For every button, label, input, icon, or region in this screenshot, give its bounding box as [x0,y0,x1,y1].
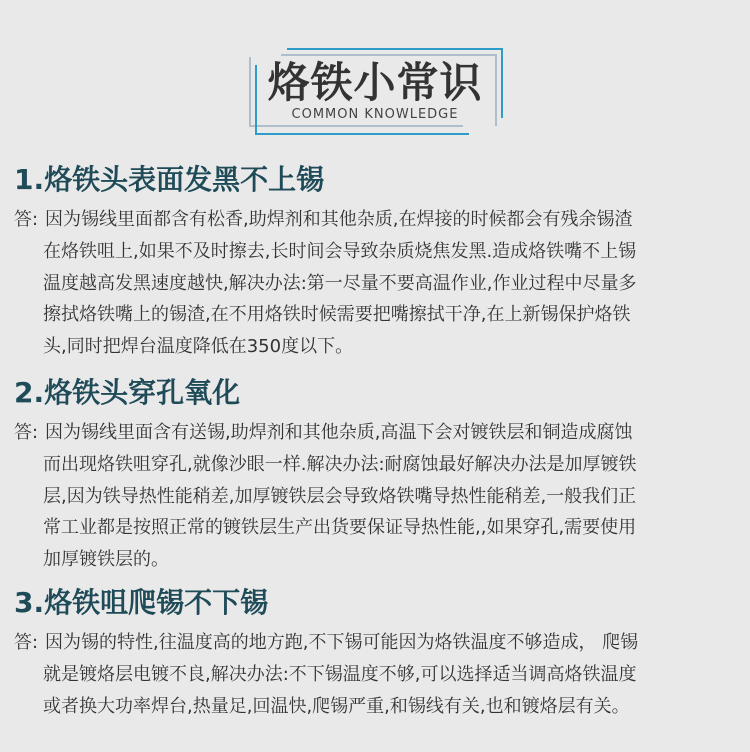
answer-label: 答: [14,632,39,653]
answer-line: 就是镀烙层电镀不良,解决办法:不下锡温度不够,可以选择适当调高烙铁温度 [43,663,637,685]
answer-block [0,417,750,576]
answer-line: 因为锡线里面含有送锡,助焊剂和其他杂质,高温下会对镀铁层和铜造成腐蚀 [45,422,633,443]
answer-label: 答: [14,422,39,443]
section-1 [0,162,750,363]
answer-line: 温度越高发黑速度越快,解决办法:第一尽量不要高温作业,作业过程中尽量多 [43,272,637,294]
header-block [0,45,750,140]
answer-text [45,417,745,576]
section-title: 1.烙铁头表面发黑不上锡 [14,163,325,196]
answer-line: 因为锡的特性,往温度高的地方跑,不下锡可能因为烙铁温度不够造成， 爬锡 [45,632,639,653]
section-3 [0,585,750,722]
answer-block [0,204,750,363]
section-2 [0,375,750,576]
answer-line: 头,同时把焊台温度降低在350度以下。 [43,336,354,358]
page-title: 烙铁小常识 [267,58,483,107]
answer-line: 层,因为铁导热性能稍差,加厚镀铁层会导致烙铁嘴导热性能稍差,一般我们正 [43,485,637,507]
answer-block [0,627,750,722]
answer-line: 加厚镀铁层的。 [43,549,169,571]
answer-line: 而出现烙铁咀穿孔,就像沙眼一样.解决办法:耐腐蚀最好解决办法是加厚镀铁 [43,453,637,475]
answer-line: 因为锡线里面都含有松香,助焊剂和其他杂质,在焊接的时候都会有残余锡渣 [45,209,633,230]
answer-line: 在烙铁咀上,如果不及时擦去,长时间会导致杂质烧焦发黑.造成烙铁嘴不上锡 [43,240,637,262]
answer-text [45,204,745,363]
answer-line: 或者换大功率焊台,热量足,回温快,爬锡严重,和锡线有关,也和镀烙层有关。 [43,695,630,717]
answer-line: 擦拭烙铁嘴上的锡渣,在不用烙铁时候需要把嘴擦拭干净,在上新锡保护烙铁 [43,304,631,326]
section-title: 3.烙铁咀爬锡不下锡 [14,586,269,619]
section-title: 2.烙铁头穿孔氧化 [14,376,241,409]
answer-line: 常工业都是按照正常的镀铁层生产出货要保证导热性能,,如果穿孔,需要使用 [43,517,637,539]
page-subtitle: COMMON KNOWLEDGE [291,107,459,122]
answer-text [45,627,745,722]
answer-label: 答: [14,209,39,230]
